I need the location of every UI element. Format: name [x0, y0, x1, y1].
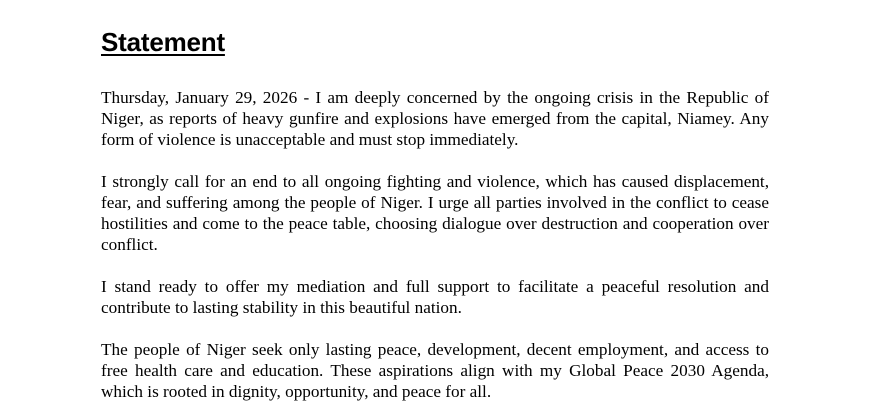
- page-title: Statement: [101, 27, 225, 57]
- document-page: [101, 0, 769, 402]
- paragraph-date-statement: Thursday, January 29, 2026 - I am deeply concerned by the ongoing crisis in the Republic of Niger, as reports of heavy gunfire and explosions have emerged from the capital, Niamey. Any form of violence is unacceptable and must stop immediately.: [101, 88, 769, 149]
- paragraph-call-to-end-violence: I strongly call for an end to all ongoing fighting and violence, which has caused displacement, fear, and suffering among the people of Niger. I urge all parties involved in the conflict to cease hostilities and come to the peace table, choosing dialogue over destruction and cooperation over conflict.: [101, 172, 769, 254]
- paragraph-mediation-offer: I stand ready to offer my mediation and full support to facilitate a peaceful resolution and contribute to lasting stability in this beautiful nation.: [101, 277, 769, 317]
- paragraph-people-aspirations: The people of Niger seek only lasting peace, development, decent employment, and access to free health care and education. These aspirations align with my Global Peace 2030 Agenda, which is rooted in dignity, opportunity, and peace for all.: [101, 340, 769, 401]
